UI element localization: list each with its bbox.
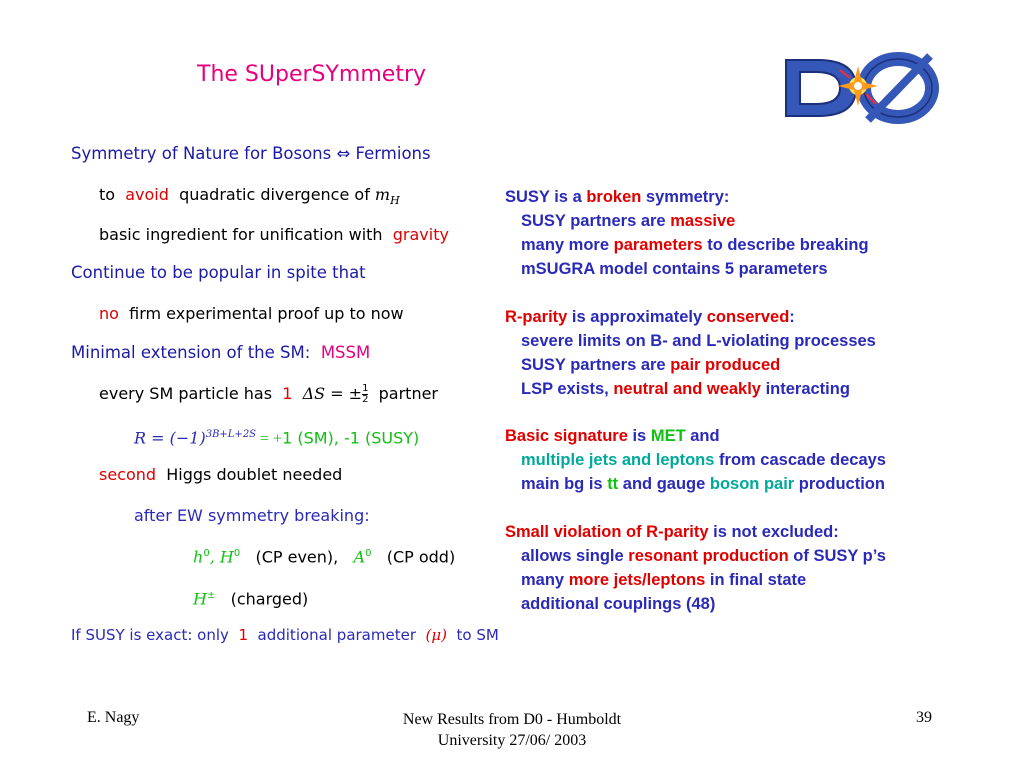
- line-r-parity: $R = (-1)^{3B+L+2S} = +1$ (SM), -1 (SUSY): [134, 428, 420, 448]
- group-basic-signature: Basic signature is MET and multiple jets and leptons from cascade decays main bg is tt and gauge boson pair production: [505, 427, 886, 493]
- footer-title: New Results from D0 - Humboldt University 27/06/ 2003: [402, 711, 622, 749]
- line-no-proof: no firm experimental proof up to now: [99, 304, 404, 323]
- group-broken-symmetry: SUSY is a broken symmetry: SUSY partners are massive many more parameters to describe breaking mSUGRA model contains 5 parameters: [505, 188, 869, 278]
- heading-popular: Continue to be popular in spite that: [71, 263, 366, 282]
- line-second-higgs: second Higgs doublet needed: [99, 465, 343, 484]
- d0-logo-icon: [778, 52, 958, 124]
- line-gravity: basic ingredient for unification with gravity: [99, 225, 449, 244]
- heading-mssm: Minimal extension of the SM: MSSM: [71, 343, 371, 362]
- page-title: The SUperSYmmetry: [197, 62, 427, 87]
- line-charged-higgs: H± (charged): [193, 589, 309, 609]
- d0-logo: [778, 52, 958, 124]
- line-exact-susy: If SUSY is exact: only 1 additional parameter (μ) to SM: [71, 626, 499, 644]
- heading-symmetry: Symmetry of Nature for Bosons ⇔ Fermions: [71, 144, 431, 163]
- group-r-parity: R-parity is approximately conserved: severe limits on B- and L-violating processes SUSY partners are pair produced LSP exists, neutral and weakly interacting: [505, 308, 876, 398]
- line-partner: every SM particle has 1 ΔS = ± $\frac{1}{2}$ partner: [99, 383, 438, 405]
- line-avoid: to avoid quadratic divergence of $m_H$: [99, 185, 400, 208]
- footer-page-number: 39: [916, 709, 932, 726]
- line-ew-breaking: after EW symmetry breaking:: [134, 506, 370, 525]
- group-small-violation: Small violation of R-parity is not excluded: allows single resonant production of SUSY p’s many more jets/leptons in final state additional couplings (48): [505, 523, 886, 613]
- line-neutral-higgs: $h^0$, $H^0$ (CP even), $A^0$ (CP odd): [193, 547, 456, 567]
- footer-author: E. Nagy: [87, 709, 140, 726]
